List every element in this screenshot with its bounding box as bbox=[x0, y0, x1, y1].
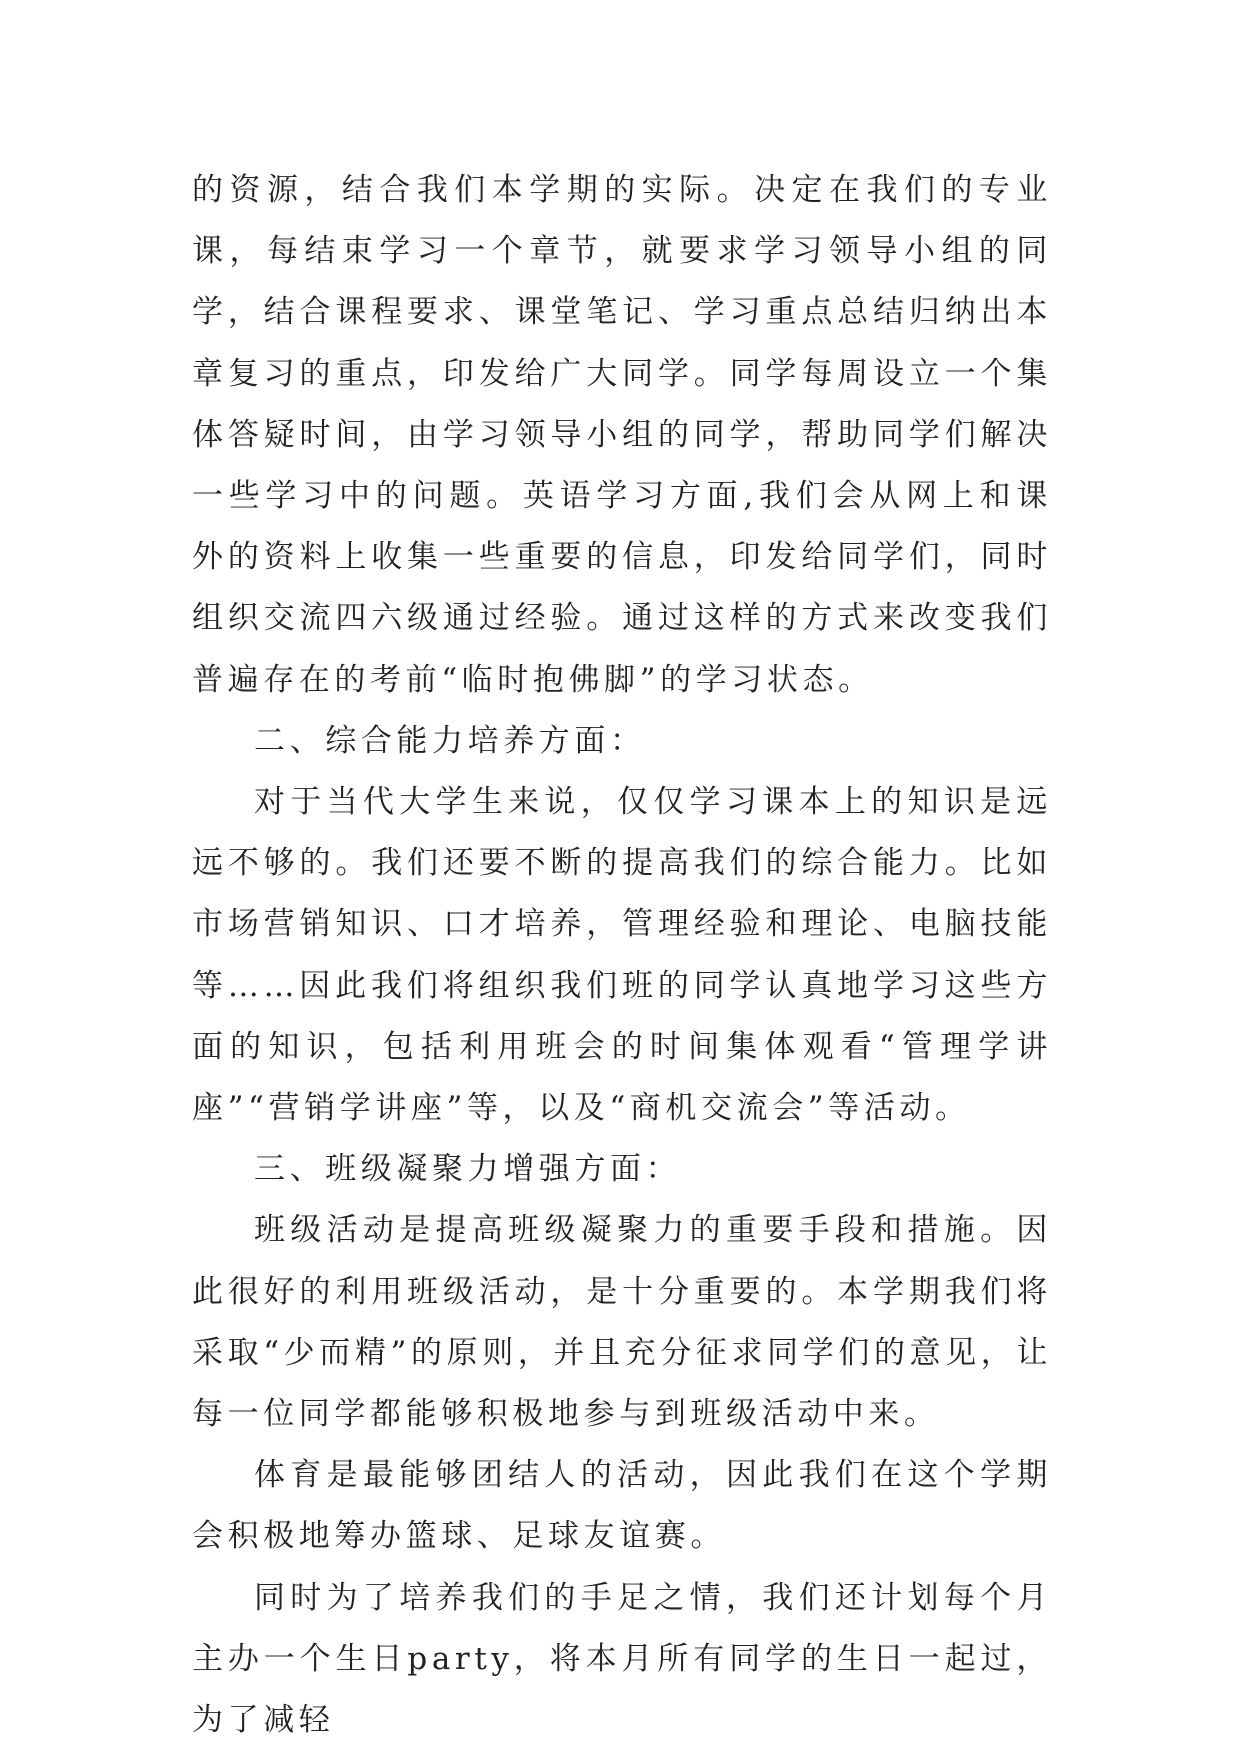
paragraph-sports: 体育是最能够团结人的活动，因此我们在这个学期会积极地筹办篮球、足球友谊赛。 bbox=[192, 1457, 1052, 1555]
heading-comprehensive-ability: 二、综合能力培养方面： bbox=[254, 722, 646, 759]
document-page bbox=[192, 160, 1052, 1751]
paragraph-comprehensive-ability: 对于当代大学生来说，仅仅学习课本上的知识是远远不够的。我们还要不断的提高我们的综合能力。比如市场营销知识、口才培养，管理经验和理论、电脑技能等……因此我们将组织我们班的同学认真地学习这些方面的知识，包括利用班会的时间集体观看“管理学讲座”“营销学讲座”等，以及“商机交流会”等活动。 bbox=[192, 784, 1052, 1127]
paragraph-study-resources: 的资源，结合我们本学期的实际。决定在我们的专业课，每结束学习一个章节，就要求学习领导小组的同学，结合课程要求、课堂笔记、学习重点总结归纳出本章复习的重点，印发给广大同学。同学每周设立一个集体答疑时间，由学习领导小组的同学，帮助同学们解决一些学习中的问题。英语学习方面,我们会从网上和课外的资料上收集一些重要的信息，印发给同学们，同时组织交流四六级通过经验。通过这样的方式来改变我们普遍存在的考前“临时抱佛脚”的学习状态。 bbox=[192, 172, 1052, 698]
paragraph-class-activities: 班级活动是提高班级凝聚力的重要手段和措施。因此很好的利用班级活动，是十分重要的。本学期我们将采取“少而精”的原则，并且充分征求同学们的意见，让每一位同学都能够积极地参与到班级活动中来。 bbox=[192, 1212, 1052, 1433]
heading-class-cohesion: 三、班级凝聚力增强方面： bbox=[254, 1151, 682, 1188]
paragraph-birthday-party: 同时为了培养我们的手足之情，我们还计划每个月主办一个生日party，将本月所有同学的生日一起过，为了减轻 bbox=[192, 1579, 1052, 1739]
